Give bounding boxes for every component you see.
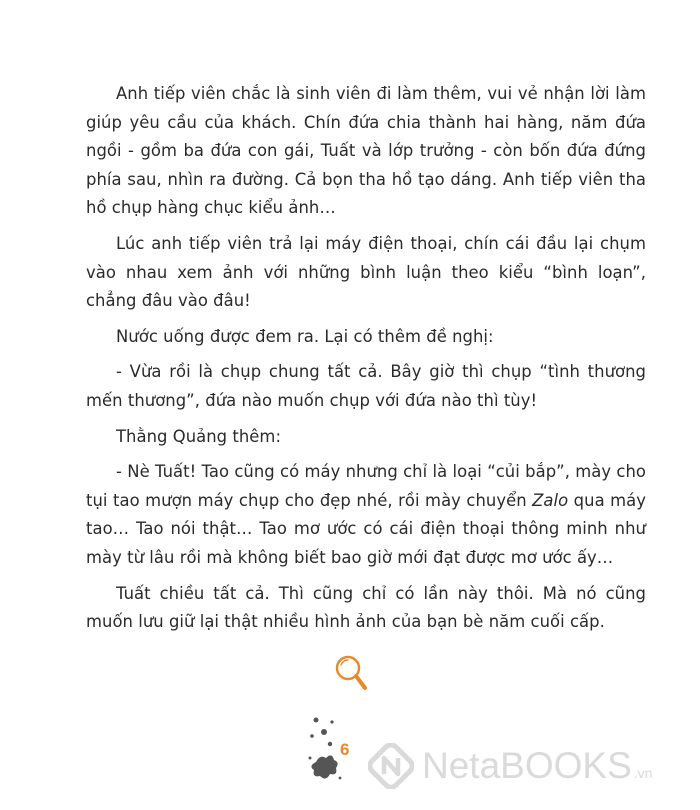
page-body [86, 80, 646, 644]
paragraph: Anh tiếp viên chắc là sinh viên đi làm thêm, vui vẻ nhận lời làm giúp yêu cầu của khách. Chín đứa chia thành hai hàng, năm đứa ngồi - gồm ba đứa con gái, Tuất và lớp trưởng - còn bốn đứa đứng phía sau, nhìn ra đường. Cả bọn tha hồ tạo dáng. Anh tiếp viên tha hồ chụp hàng chục kiểu ảnh… [86, 84, 646, 218]
paragraph: - Vừa rồi là chụp chung tất cả. Bây giờ thì chụp “tình thương mến thương”, đứa nào muốn chụp với đứa nào thì tùy! [86, 362, 646, 410]
magnifier-icon [331, 652, 371, 696]
paragraph: Nước uống được đem ra. Lại có thêm đề nghị: [116, 326, 494, 346]
paragraph: Thằng Quảng thêm: [116, 426, 282, 446]
page-number: 6 [340, 740, 350, 759]
paragraph-text: qua máy tao… Tao nói thật… Tao mơ ước có cái điện thoại thông minh như mày từ lâu rồi mà không biết bao giờ mới đạt được mơ ước ấy… [86, 490, 647, 567]
watermark [368, 736, 698, 796]
paragraph: Tuất chiều tất cả. Thì cũng chỉ có lần này thôi. Mà nó cũng muốn lưu giữ lại thật nhiều hình ảnh của bạn bè năm cuối cấp. [86, 583, 646, 632]
paragraph-text: - Nè Tuất! Tao cũng có máy nhưng chỉ là loại “củi bắp”, mày cho tụi tao mượn máy chụp cho đẹp nhé, rồi mày chuyển [86, 462, 646, 510]
app-name-italic: Zalo [532, 490, 569, 510]
netabooks-logo-icon [368, 743, 414, 789]
paragraph-mixed [86, 458, 646, 572]
paragraph: Lúc anh tiếp viên trả lại máy điện thoại, chín cái đầu lại chụm vào nhau xem ảnh với những bình luận theo kiểu “bình loạn”, chẳng đâu vào đâu! [86, 233, 646, 311]
watermark-suffix: .vn [633, 765, 653, 781]
watermark-brand: NetaBOOKS [422, 745, 632, 786]
